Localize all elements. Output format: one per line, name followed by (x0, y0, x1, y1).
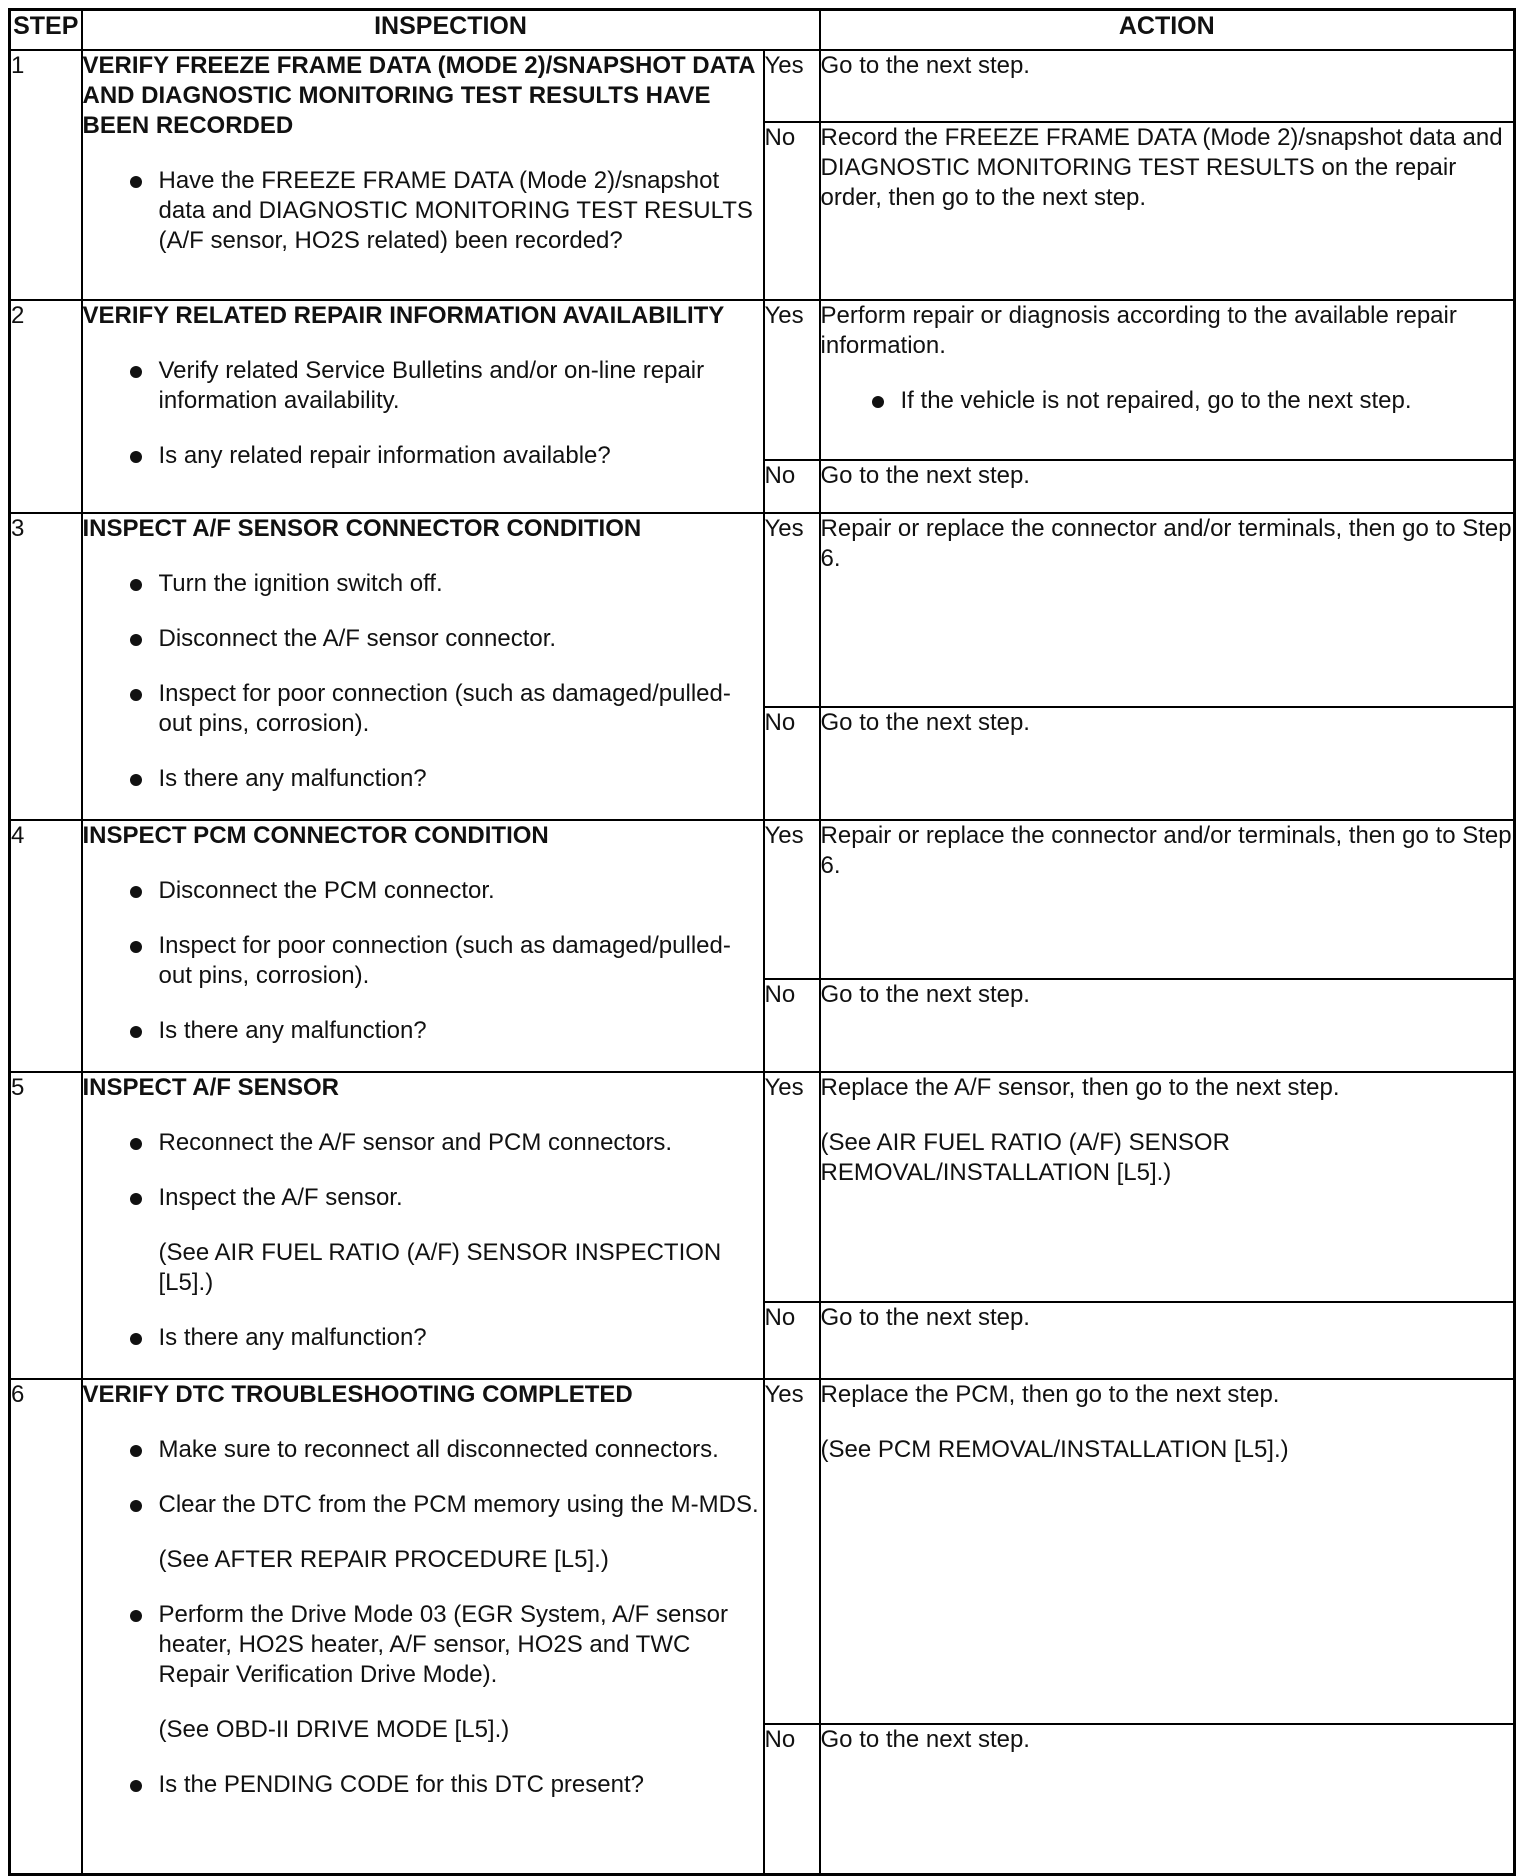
step-title: INSPECT A/F SENSOR CONNECTOR CONDITION (82, 515, 642, 542)
step-title: VERIFY FREEZE FRAME DATA (MODE 2)/SNAPSHOT DATA AND DIAGNOSTIC MONITORING TEST RESULTS HAVE BEEN RECORDED (82, 52, 755, 139)
inspection-column-header: INSPECTION (82, 10, 820, 51)
reference-note: (See AIR FUEL RATIO (A/F) SENSOR INSPECTION [L5].) (158, 1239, 722, 1296)
step-number: 1 (10, 50, 82, 300)
yes-action: Repair or replace the connector and/or terminals, then go to Step 6. (820, 820, 1515, 979)
table-row (10, 300, 1515, 460)
inspection-bullets (83, 166, 763, 256)
no-action: Go to the next step. (820, 707, 1515, 820)
no-action: Go to the next step. (820, 460, 1515, 513)
yes-label: Yes (764, 50, 820, 122)
bullet-item: Verify related Service Bulletins and/or on-line repair information availability. (83, 356, 763, 416)
step-number: 6 (10, 1379, 82, 1874)
yes-action-cell (820, 1379, 1515, 1724)
inspection-bullets (83, 569, 763, 794)
bullet-item: Make sure to reconnect all disconnected connectors. (83, 1435, 763, 1465)
no-action: Go to the next step. (820, 1302, 1515, 1379)
step-title: VERIFY RELATED REPAIR INFORMATION AVAILABILITY (82, 302, 725, 329)
bullet-item: Have the FREEZE FRAME DATA (Mode 2)/snapshot data and DIAGNOSTIC MONITORING TEST RESULTS (A/F sensor, HO2S related) been recorded? (83, 166, 763, 256)
bullet-item: Clear the DTC from the PCM memory using the M-MDS. (83, 1490, 763, 1520)
inspection-cell (82, 1072, 764, 1379)
inspection-bullets (83, 1770, 763, 1800)
reference-note: (See AIR FUEL RATIO (A/F) SENSOR REMOVAL/INSTALLATION [L5].) (820, 1129, 1230, 1186)
inspection-bullets (83, 1128, 763, 1213)
yes-label: Yes (764, 820, 820, 979)
bullet-item: If the vehicle is not repaired, go to the next step. (821, 386, 1514, 416)
bullet-item: Disconnect the A/F sensor connector. (83, 624, 763, 654)
step-column-header: STEP (10, 10, 82, 51)
action-column-header: ACTION (820, 10, 1515, 51)
yes-action: Perform repair or diagnosis according to the available repair information. (820, 302, 1457, 359)
table-row (10, 513, 1515, 707)
no-action: Go to the next step. (820, 1724, 1515, 1874)
bullet-item: Is there any malfunction? (83, 1323, 763, 1353)
bullet-item: Is there any malfunction? (83, 764, 763, 794)
bullet-item: Inspect for poor connection (such as damaged/pulled-out pins, corrosion). (83, 679, 763, 739)
yes-label: Yes (764, 513, 820, 707)
step-number: 2 (10, 300, 82, 513)
step-number: 3 (10, 513, 82, 820)
inspection-bullets (83, 876, 763, 1046)
yes-action: Repair or replace the connector and/or terminals, then go to Step 6. (820, 513, 1515, 707)
step-number: 5 (10, 1072, 82, 1379)
yes-action-cell (820, 1072, 1515, 1302)
inspection-bullets (83, 1323, 763, 1353)
no-label: No (764, 979, 820, 1072)
yes-action: Replace the A/F sensor, then go to the next step. (820, 1074, 1340, 1101)
table-row (10, 50, 1515, 122)
inspection-bullets (83, 1600, 763, 1690)
step-number: 4 (10, 820, 82, 1072)
bullet-item: Turn the ignition switch off. (83, 569, 763, 599)
bullet-item: Perform the Drive Mode 03 (EGR System, A/F sensor heater, HO2S heater, A/F sensor, HO2S and TWC Repair Verification Drive Mode). (83, 1600, 763, 1690)
yes-label: Yes (764, 300, 820, 460)
no-action: Go to the next step. (820, 979, 1515, 1072)
step-title: VERIFY DTC TROUBLESHOOTING COMPLETED (82, 1381, 633, 1408)
no-action: Record the FREEZE FRAME DATA (Mode 2)/snapshot data and DIAGNOSTIC MONITORING TEST RESULTS on the repair order, then go to the next step. (820, 122, 1515, 300)
action-bullets (821, 386, 1514, 416)
inspection-cell (82, 300, 764, 513)
bullet-item: Disconnect the PCM connector. (83, 876, 763, 906)
no-label: No (764, 1724, 820, 1874)
inspection-bullets (83, 1435, 763, 1520)
step-title: INSPECT PCM CONNECTOR CONDITION (82, 822, 549, 849)
bullet-item: Inspect for poor connection (such as damaged/pulled-out pins, corrosion). (83, 931, 763, 991)
table-row (10, 820, 1515, 979)
yes-label: Yes (764, 1072, 820, 1302)
bullet-item: Is there any malfunction? (83, 1016, 763, 1046)
no-label: No (764, 1302, 820, 1379)
inspection-cell (82, 1379, 764, 1874)
inspection-table (8, 8, 1516, 1876)
inspection-cell (82, 50, 764, 300)
yes-action: Replace the PCM, then go to the next step. (820, 1381, 1280, 1408)
bullet-item: Is any related repair information available? (83, 441, 763, 471)
no-label: No (764, 460, 820, 513)
table-row (10, 1379, 1515, 1724)
bullet-item: Is the PENDING CODE for this DTC present? (83, 1770, 763, 1800)
step-title: INSPECT A/F SENSOR (82, 1074, 339, 1101)
no-label: No (764, 122, 820, 300)
reference-note: (See AFTER REPAIR PROCEDURE [L5].) (158, 1546, 609, 1573)
yes-action: Go to the next step. (820, 50, 1515, 122)
inspection-bullets (83, 356, 763, 471)
inspection-cell (82, 513, 764, 820)
bullet-item: Inspect the A/F sensor. (83, 1183, 763, 1213)
table-header-row (10, 10, 1515, 51)
yes-action-cell (820, 300, 1515, 460)
no-label: No (764, 707, 820, 820)
yes-label: Yes (764, 1379, 820, 1724)
reference-note: (See PCM REMOVAL/INSTALLATION [L5].) (820, 1436, 1289, 1463)
table-row (10, 1072, 1515, 1302)
bullet-item: Reconnect the A/F sensor and PCM connectors. (83, 1128, 763, 1158)
reference-note: (See OBD-II DRIVE MODE [L5].) (158, 1716, 510, 1743)
inspection-cell (82, 820, 764, 1072)
